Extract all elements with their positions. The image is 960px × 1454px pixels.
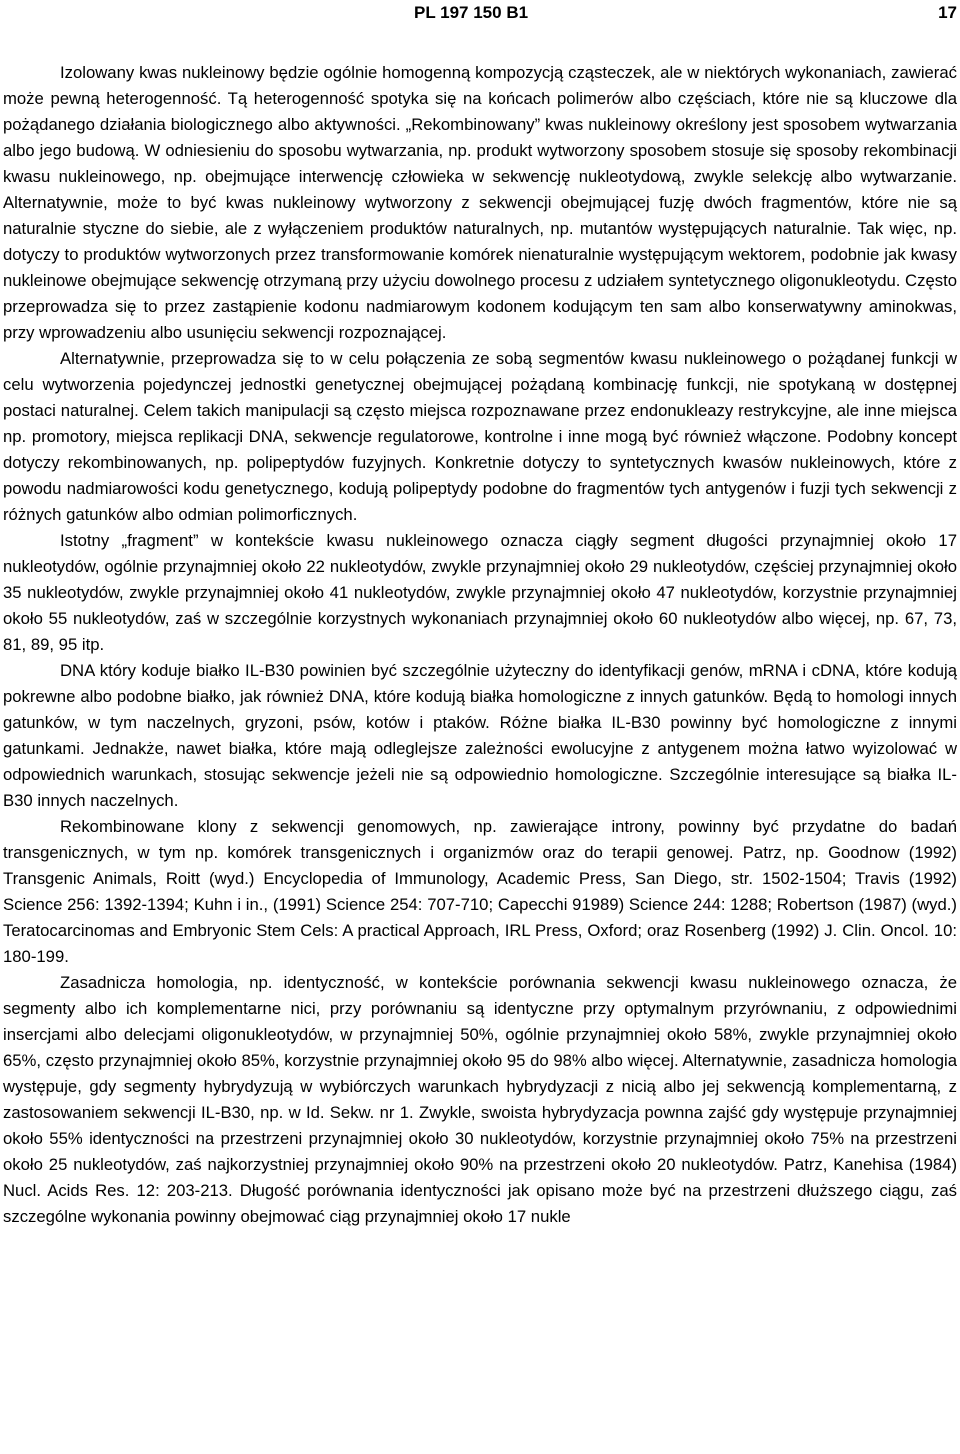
document-body: [3, 60, 957, 1230]
page-header: [0, 0, 960, 26]
patent-number: PL 197 150 B1: [414, 3, 529, 22]
paragraph: Zasadnicza homologia, np. identyczność, w kontekście porównania sekwencji kwasu nukleinowego oznacza, że segmenty albo ich komplementarne nici, przy porównaniu są identyczne przy optymalnym przyrównaniu, z odpowiednimi insercjami albo delecjami oligonukleotydów, w przynajmniej 50%, ogólnie przynajmniej około 58%, zwykle przynajmniej około 65%, często przynajmniej około 85%, korzystnie przynajmniej około 95 do 98% albo więcej. Alternatywnie, zasadnicza homologia występuje, gdy segmenty hybrydyzują w wybiórczych warunkach hybrydyzacji z nicią albo jej sekwencją komplementarną, z zastosowaniem sekwencji IL-B30, np. w Id. Sekw. nr 1. Zwykle, swoista hybrydyzacja pownna zajść gdy występuje przynajmniej około 55% identyczności na przestrzeni przynajmniej około 30 nukleotydów, korzystnie przynajmniej około 75% na przestrzeni około 25 nukleotydów, zaś najkorzystniej przynajmniej około 90% na przestrzeni około 20 nukleotydów. Patrz, Kanehisa (1984) Nucl. Acids Res. 12: 203-213. Długość porównania identyczności jak opisano może być na przestrzeni dłuższego ciągu, zaś szczególne wykonania powinny obejmować ciąg przynajmniej około 17 nukle: [3, 973, 957, 1226]
page-number: 17: [938, 3, 957, 22]
paragraph: Izolowany kwas nukleinowy będzie ogólnie homogenną kompozycją cząsteczek, ale w niektórych wykonaniach, zawierać może pewną heterogenność. Tą heterogenność spotyka się na końcach polimerów albo częściach, które nie są kluczowe dla pożądanego działania biologicznego albo aktywności. „Rekombinowany” kwas nukleinowy określony jest sposobem wytwarzania albo jego budową. W odniesieniu do sposobu wytwarzania, np. produkt wytworzony sposobem stosuje się sposoby rekombinacji kwasu nukleinowego, np. obejmujące interwencję człowieka w sekwencję nukleotydową, zwykle selekcję albo wytwarzanie. Alternatywnie, może to być kwas nukleinowy wytworzony z sekwencji obejmującej fuzję dwóch fragmentów, które nie są naturalnie styczne do siebie, ale z wyłączeniem produktów naturalnych, np. mutantów występujących naturalnie. Tak więc, np. dotyczy to produktów wytworzonych przez transformowanie komórek nienaturalnie występującym wektorem, podobnie jak kwasy nukleinowe obejmujące sekwencję otrzymaną przy użyciu dowolnego procesu z udziałem syntetycznego oligonukleotydu. Często przeprowadza się to przez zastąpienie kodonu nadmiarowym kodonem kodującym ten sam albo konserwatywny aminokwas, przy wprowadzeniu albo usunięciu sekwencji rozpoznającej.: [3, 63, 957, 342]
paragraph: Alternatywnie, przeprowadza się to w celu połączenia ze sobą segmentów kwasu nukleinowego o pożądanej funkcji w celu wytworzenia pojedynczej jednostki genetycznej obejmującej pożądaną kombinację funkcji, nie spotykaną w dostępnej postaci naturalnej. Celem takich manipulacji są często miejsca rozpoznawane przez endonukleazy restrykcyjne, ale inne miejsca np. promotory, miejsca replikacji DNA, sekwencje regulatorowe, kontrolne i inne mogą być również włączone. Podobny koncept dotyczy rekombinowanych, np. polipeptydów fuzyjnych. Konkretnie dotyczy to syntetycznych kwasów nukleinowych, które z powodu nadmiarowości kodu genetycznego, kodują polipeptydy podobne do fragmentów tych antygenów i fuzji tych sekwencji z różnych gatunków albo odmian polimorficznych.: [3, 349, 957, 524]
paragraph: Istotny „fragment” w kontekście kwasu nukleinowego oznacza ciągły segment długości przynajmniej około 17 nukleotydów, ogólnie przynajmniej około 22 nukleotydów, zwykle przynajmniej około 29 nukleotydów, częściej przynajmniej około 35 nukleotydów, zwykle przynajmniej około 41 nukleotydów, zwykle przynajmniej około 47 nukleotydów, korzystnie przynajmniej około 55 nukleotydów, zaś w szczególnie korzystnych wykonaniach przynajmniej około 60 nukleotydów albo więcej, np. 67, 73, 81, 89, 95 itp.: [3, 531, 957, 654]
paragraph: Rekombinowane klony z sekwencji genomowych, np. zawierające introny, powinny być przydatne do badań transgenicznych, w tym np. komórek transgenicznych i organizmów oraz do terapii genowej. Patrz, np. Goodnow (1992) Transgenic Animals, Roitt (wyd.) Encyclopedia of Immunology, Academic Press, San Diego, str. 1502-1504; Travis (1992) Science 256: 1392-1394; Kuhn i in., (1991) Science 254: 707-710; Capecchi 91989) Science 244: 1288; Robertson (1987) (wyd.) Teratocarcinomas and Embryonic Stem Cels: A practical Approach, IRL Press, Oxford; oraz Rosenberg (1992) J. Clin. Oncol. 10: 180-199.: [3, 817, 957, 966]
paragraph: DNA który koduje białko IL-B30 powinien być szczególnie użyteczny do identyfikacji genów, mRNA i cDNA, które kodują pokrewne albo podobne białko, jak również DNA, które kodują białka homologiczne z innych gatunków. Będą to homologi innych gatunków, w tym naczelnych, gryzoni, psów, kotów i ptaków. Różne białka IL-B30 powinny być homologiczne z innymi gatunkami. Jednakże, nawet białka, które mają odleglejsze zależności ewolucyjne z antygenem można łatwo wyizolować w odpowiednich warunkach, stosując sekwencje jeżeli nie są odpowiednio homologiczne. Szczególnie interesujące są białka IL-B30 innych naczelnych.: [3, 661, 957, 810]
